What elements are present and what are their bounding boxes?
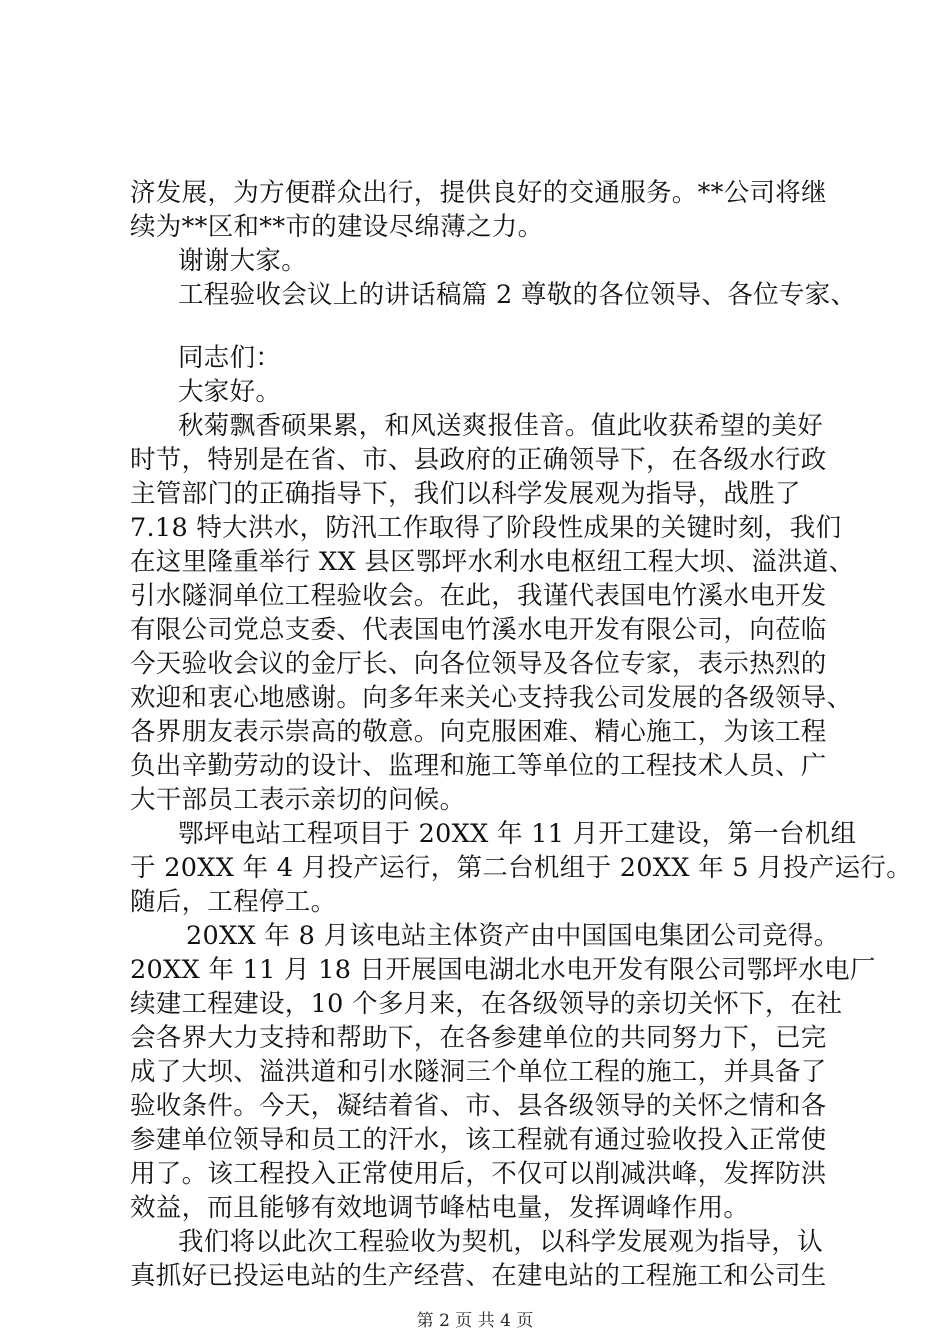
- text-line: 秋菊飘香硕果累，和风送爽报佳音。值此收获希望的美好: [178, 411, 824, 441]
- text-line: 引水隧洞单位工程验收会。在此，我谨代表国电竹溪水电开发: [130, 581, 827, 611]
- text-line: 今天验收会议的金厅长、向各位领导及各位专家，表示热烈的: [130, 649, 827, 679]
- text-line: 有限公司党总支委、代表国电竹溪水电开发有限公司，向莅临: [130, 615, 827, 645]
- text-line: 大家好。: [178, 377, 282, 407]
- text-line: 20XX 年 11 月 18 日开展国电湖北水电开发有限公司鄂坪水电厂: [130, 955, 876, 985]
- page-footer: 第 2 页 共 4 页: [416, 1311, 534, 1331]
- text-line: 主管部门的正确指导下，我们以科学发展观为指导，战胜了: [130, 479, 801, 509]
- text-line: 续建工程建设，10 个多月来，在各级领导的亲切关怀下，在社: [130, 989, 843, 1019]
- text-line: 参建单位领导和员工的汗水，该工程就有通过验收投入正常使: [130, 1125, 827, 1155]
- text-line: 济发展，为方便群众出行，提供良好的交通服务。**公司将继: [130, 178, 827, 208]
- text-line: 续为**区和**市的建设尽绵薄之力。: [130, 212, 544, 242]
- text-line: 欢迎和衷心地感谢。向多年来关心支持我公司发展的各级领导、: [130, 683, 853, 713]
- text-line: 随后，工程停工。: [130, 887, 337, 917]
- text-line: 负出辛勤劳动的设计、监理和施工等单位的工程技术人员、广: [130, 751, 827, 781]
- text-line: 鄂坪电站工程项目于 20XX 年 11 月开工建设，第一台机组: [178, 819, 857, 849]
- text-line: 时节，特别是在省、市、县政府的正确领导下，在各级水行政: [130, 445, 827, 475]
- text-line: 成了大坝、溢洪道和引水隧洞三个单位工程的施工，并具备了: [130, 1057, 827, 1087]
- text-line: 在这里隆重举行 XX 县区鄂坪水利水电枢纽工程大坝、溢洪道、: [130, 547, 855, 577]
- text-line: 7.18 特大洪水，防汛工作取得了阶段性成果的关键时刻，我们: [130, 513, 842, 543]
- text-line: 验收条件。今天，凝结着省、市、县各级领导的关怀之情和各: [130, 1091, 827, 1121]
- text-line: 各界朋友表示崇高的敬意。向克服困难、精心施工，为该工程: [130, 717, 827, 747]
- text-line: 于 20XX 年 4 月投产运行，第二台机组于 20XX 年 5 月投产运行。: [130, 853, 913, 883]
- text-line: 用了。该工程投入正常使用后，不仅可以削减洪峰，发挥防洪: [130, 1159, 827, 1189]
- text-line: 大干部员工表示亲切的问候。: [130, 785, 466, 815]
- text-line: 20XX 年 8 月该电站主体资产由中国国电集团公司竞得。: [186, 921, 840, 951]
- text-line: 工程验收会议上的讲话稿篇 2 尊敬的各位领导、各位专家、: [178, 280, 857, 310]
- text-line: 我们将以此次工程验收为契机，以科学发展观为指导，认: [178, 1227, 824, 1257]
- text-line: 同志们：: [178, 343, 282, 373]
- text-line: 真抓好已投运电站的生产经营、在建电站的工程施工和公司生: [130, 1261, 827, 1291]
- text-line: 谢谢大家。: [178, 246, 308, 276]
- text-line: 会各界大力支持和帮助下，在各参建单位的共同努力下，已完: [130, 1023, 827, 1053]
- text-line: 效益，而且能够有效地调节峰枯电量，发挥调峰作用。: [130, 1193, 750, 1223]
